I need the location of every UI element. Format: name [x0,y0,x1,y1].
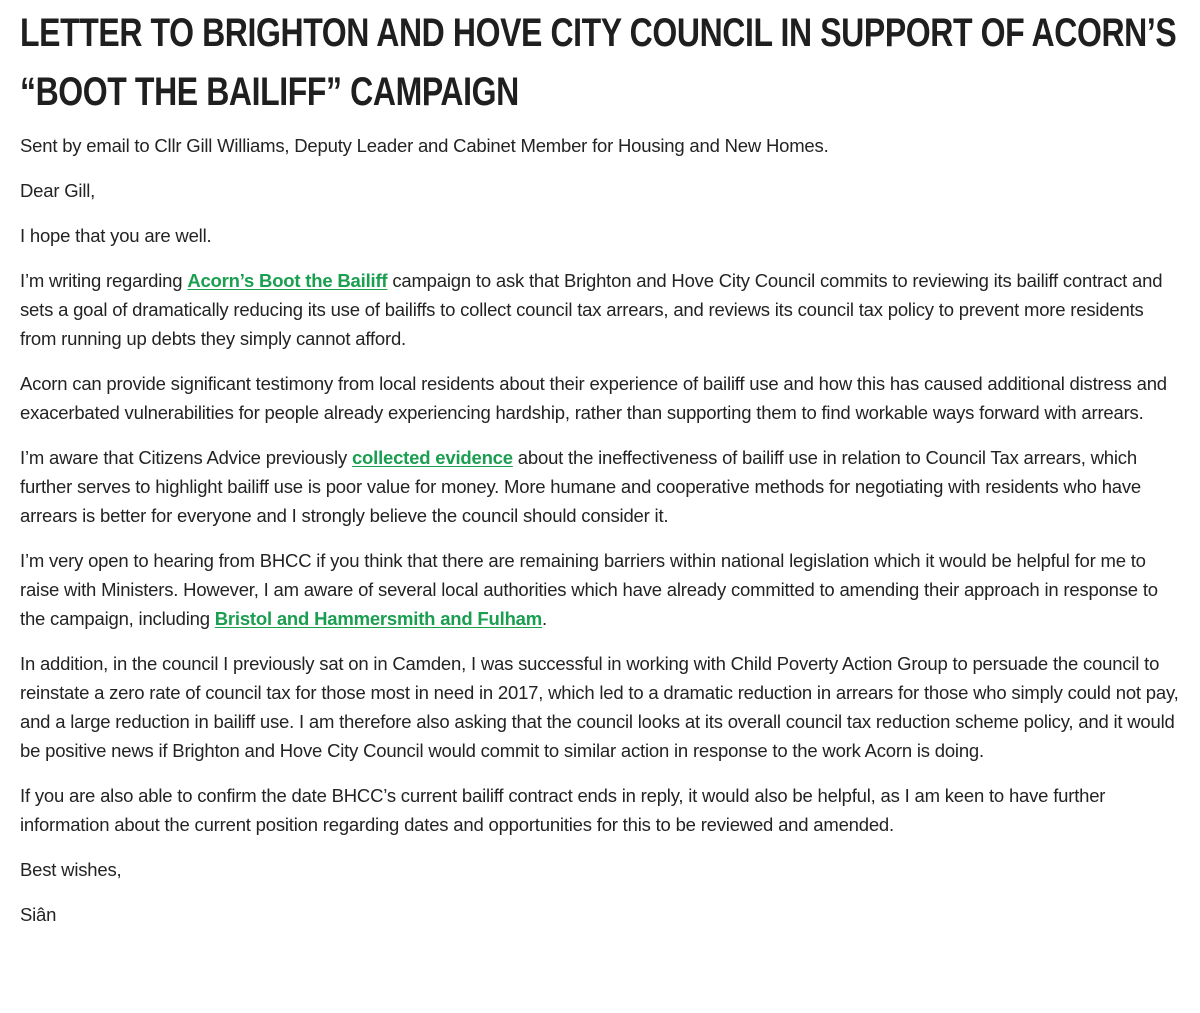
writing-text-after: campaign to ask that Brighton and Hove City Council commits to reviewing its bailiff contract and sets a goal of dramatically reducing its use of bailiffs to collect council tax arrears, and reviews its council tax policy to prevent more residents from running up debts they simply cannot afford. [20,270,1163,349]
hope-paragraph: I hope that you are well. [20,225,212,246]
citizens-text-after: about the ineffectiveness of bailiff use in relation to Council Tax arrears, which further serves to highlight bailiff use is poor value for money. More humane and cooperative methods for negotiating with residents who have arrears is better for everyone and I strongly believe the council should consider it. [20,447,1142,526]
signoff-text: Best wishes, [20,859,122,880]
confirm-paragraph: If you are also able to confirm the date BHCC’s current bailiff contract ends in reply, it would also be helpful, as I am keen to have further information about the current position regarding dates and opportunities for this to be reviewed and amended. [20,785,1106,835]
boot-the-bailiff-link[interactable]: Acorn’s Boot the Bailiff [187,270,388,291]
citizens-advice-paragraph [20,443,1182,530]
page-title: LETTER TO BRIGHTON AND HOVE CITY COUNCIL IN SUPPORT OF ACORN’S “BOOT THE BAILIFF” CAMPAIGN [20,11,1177,114]
collected-evidence-link[interactable]: collected evidence [351,447,513,468]
open-text-before: I’m very open to hearing from BHCC if you think that there are remaining barriers within national legislation which it would be helpful for me to raise with Ministers. However, I am aware of several local authorities which have already committed to amending their approach in response to the campaign, including [20,550,1158,629]
greeting-text: Dear Gill, [20,180,96,201]
open-paragraph [20,546,1182,633]
writing-text-before: I’m writing regarding [20,270,188,291]
bristol-hammersmith-fulham-link[interactable]: Bristol and Hammersmith and Fulham [214,608,543,629]
citizens-text-before: I’m aware that Citizens Advice previously [20,447,352,468]
camden-paragraph: In addition, in the council I previously sat on in Camden, I was successful in working with Child Poverty Action Group to persuade the council to reinstate a zero rate of council tax for those most in need in 2017, which led to a dramatic reduction in arrears for those who simply could not pay, and a large reduction in bailiff use. I am therefore also asking that the council looks at its overall council tax reduction scheme policy, and it would be positive news if Brighton and Hove City Council would commit to similar action in response to the work Acorn is doing. [20,653,1179,761]
article [20,4,1182,945]
acorn-paragraph: Acorn can provide significant testimony from local residents about their experience of bailiff use and how this has caused additional distress and exacerbated vulnerabilities for people already experiencing hardship, rather than supporting them to find workable ways forward with arrears. [20,373,1167,423]
intro-text: Sent by email to Cllr Gill Williams, Deputy Leader and Cabinet Member for Housing and New Homes. [20,135,829,156]
writing-paragraph [20,266,1182,353]
signature-text: Siân [20,904,57,925]
open-text-after: . [542,608,547,629]
